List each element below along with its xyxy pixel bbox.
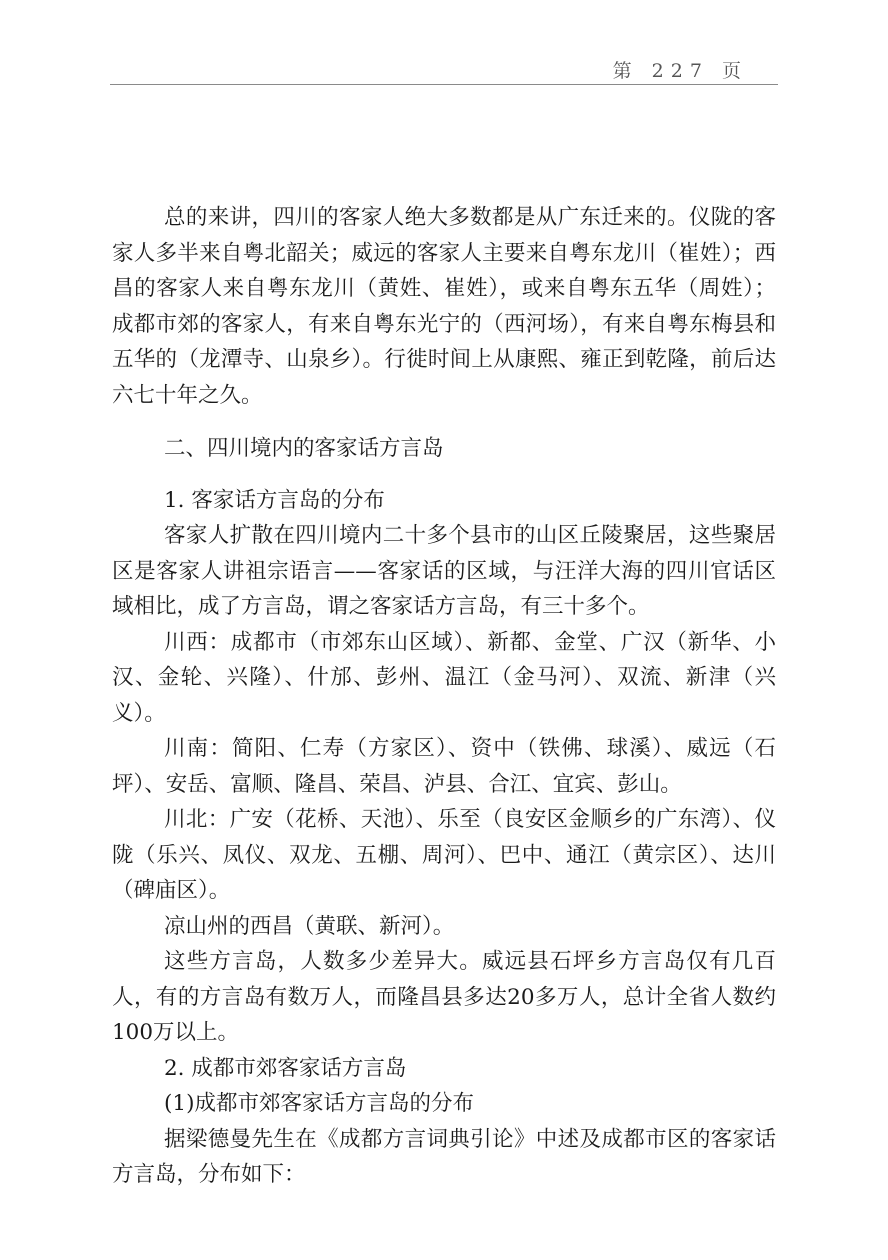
paragraph-origins: 总的来讲，四川的客家人绝大多数都是从广东迁来的。仪陇的客家人多半来自粤北韶关；威远的客家人主要来自粤东龙川（崔姓）；西昌的客家人来自粤东龙川（黄姓、崔姓），或来自粤东五华（周姓）；成都市郊的客家人，有来自粤东光宁的（西河场），有来自粤东梅县和五华的（龙潭寺、山泉乡）。行徙时间上从康熙、雍正到乾隆，前后达六七十年之久。	[112, 205, 776, 408]
body-text	[112, 200, 776, 1193]
paragraph-population: 这些方言岛，人数多少差异大。威远县石坪乡方言岛仅有几百人，有的方言岛有数万人，而隆昌县多达20多万人，总计全省人数约100万以上。	[112, 949, 776, 1045]
sub-subsection-heading: (1)成都市郊客家话方言岛的分布	[164, 1091, 474, 1116]
paragraph-liangshan: 凉山州的西昌（黄联、新河）。	[164, 913, 455, 939]
paragraph-liang-deman: 据梁德曼先生在《成都方言词典引论》中述及成都市区的客家话方言岛，分布如下：	[112, 1126, 776, 1187]
page-number: 第 227 页	[612, 60, 748, 82]
subsection-heading: 2. 成都市郊客家话方言岛	[164, 1055, 407, 1081]
paragraph-south-sichuan: 川南：简阳、仁寿（方家区）、资中（铁佛、球溪）、威远（石坪）、安岳、富顺、隆昌、荣昌、泸县、合江、宜宾、彭山。	[112, 736, 776, 797]
paragraph-north-sichuan: 川北：广安（花桥、天池）、乐至（良安区金顺乡的广东湾）、仪陇（乐兴、凤仪、双龙、五棚、周河）、巴中、通江（黄宗区）、达川（碑庙区）。	[112, 807, 776, 903]
section-heading: 二、四川境内的客家话方言岛	[164, 436, 444, 461]
page-header	[110, 50, 778, 85]
paragraph-west-sichuan: 川西：成都市（市郊东山区域）、新都、金堂、广汉（新华、小汉、金轮、兴隆）、什邡、彭州、温江（金马河）、双流、新津（兴义）。	[112, 629, 776, 726]
subsection-heading: 1. 客家话方言岛的分布	[164, 487, 385, 513]
paragraph-distribution: 客家人扩散在四川境内二十多个县市的山区丘陵聚居，这些聚居区是客家人讲祖宗语言——客家话的区域，与汪洋大海的四川官话区域相比，成了方言岛，谓之客家话方言岛，有三十多个。	[112, 523, 776, 619]
